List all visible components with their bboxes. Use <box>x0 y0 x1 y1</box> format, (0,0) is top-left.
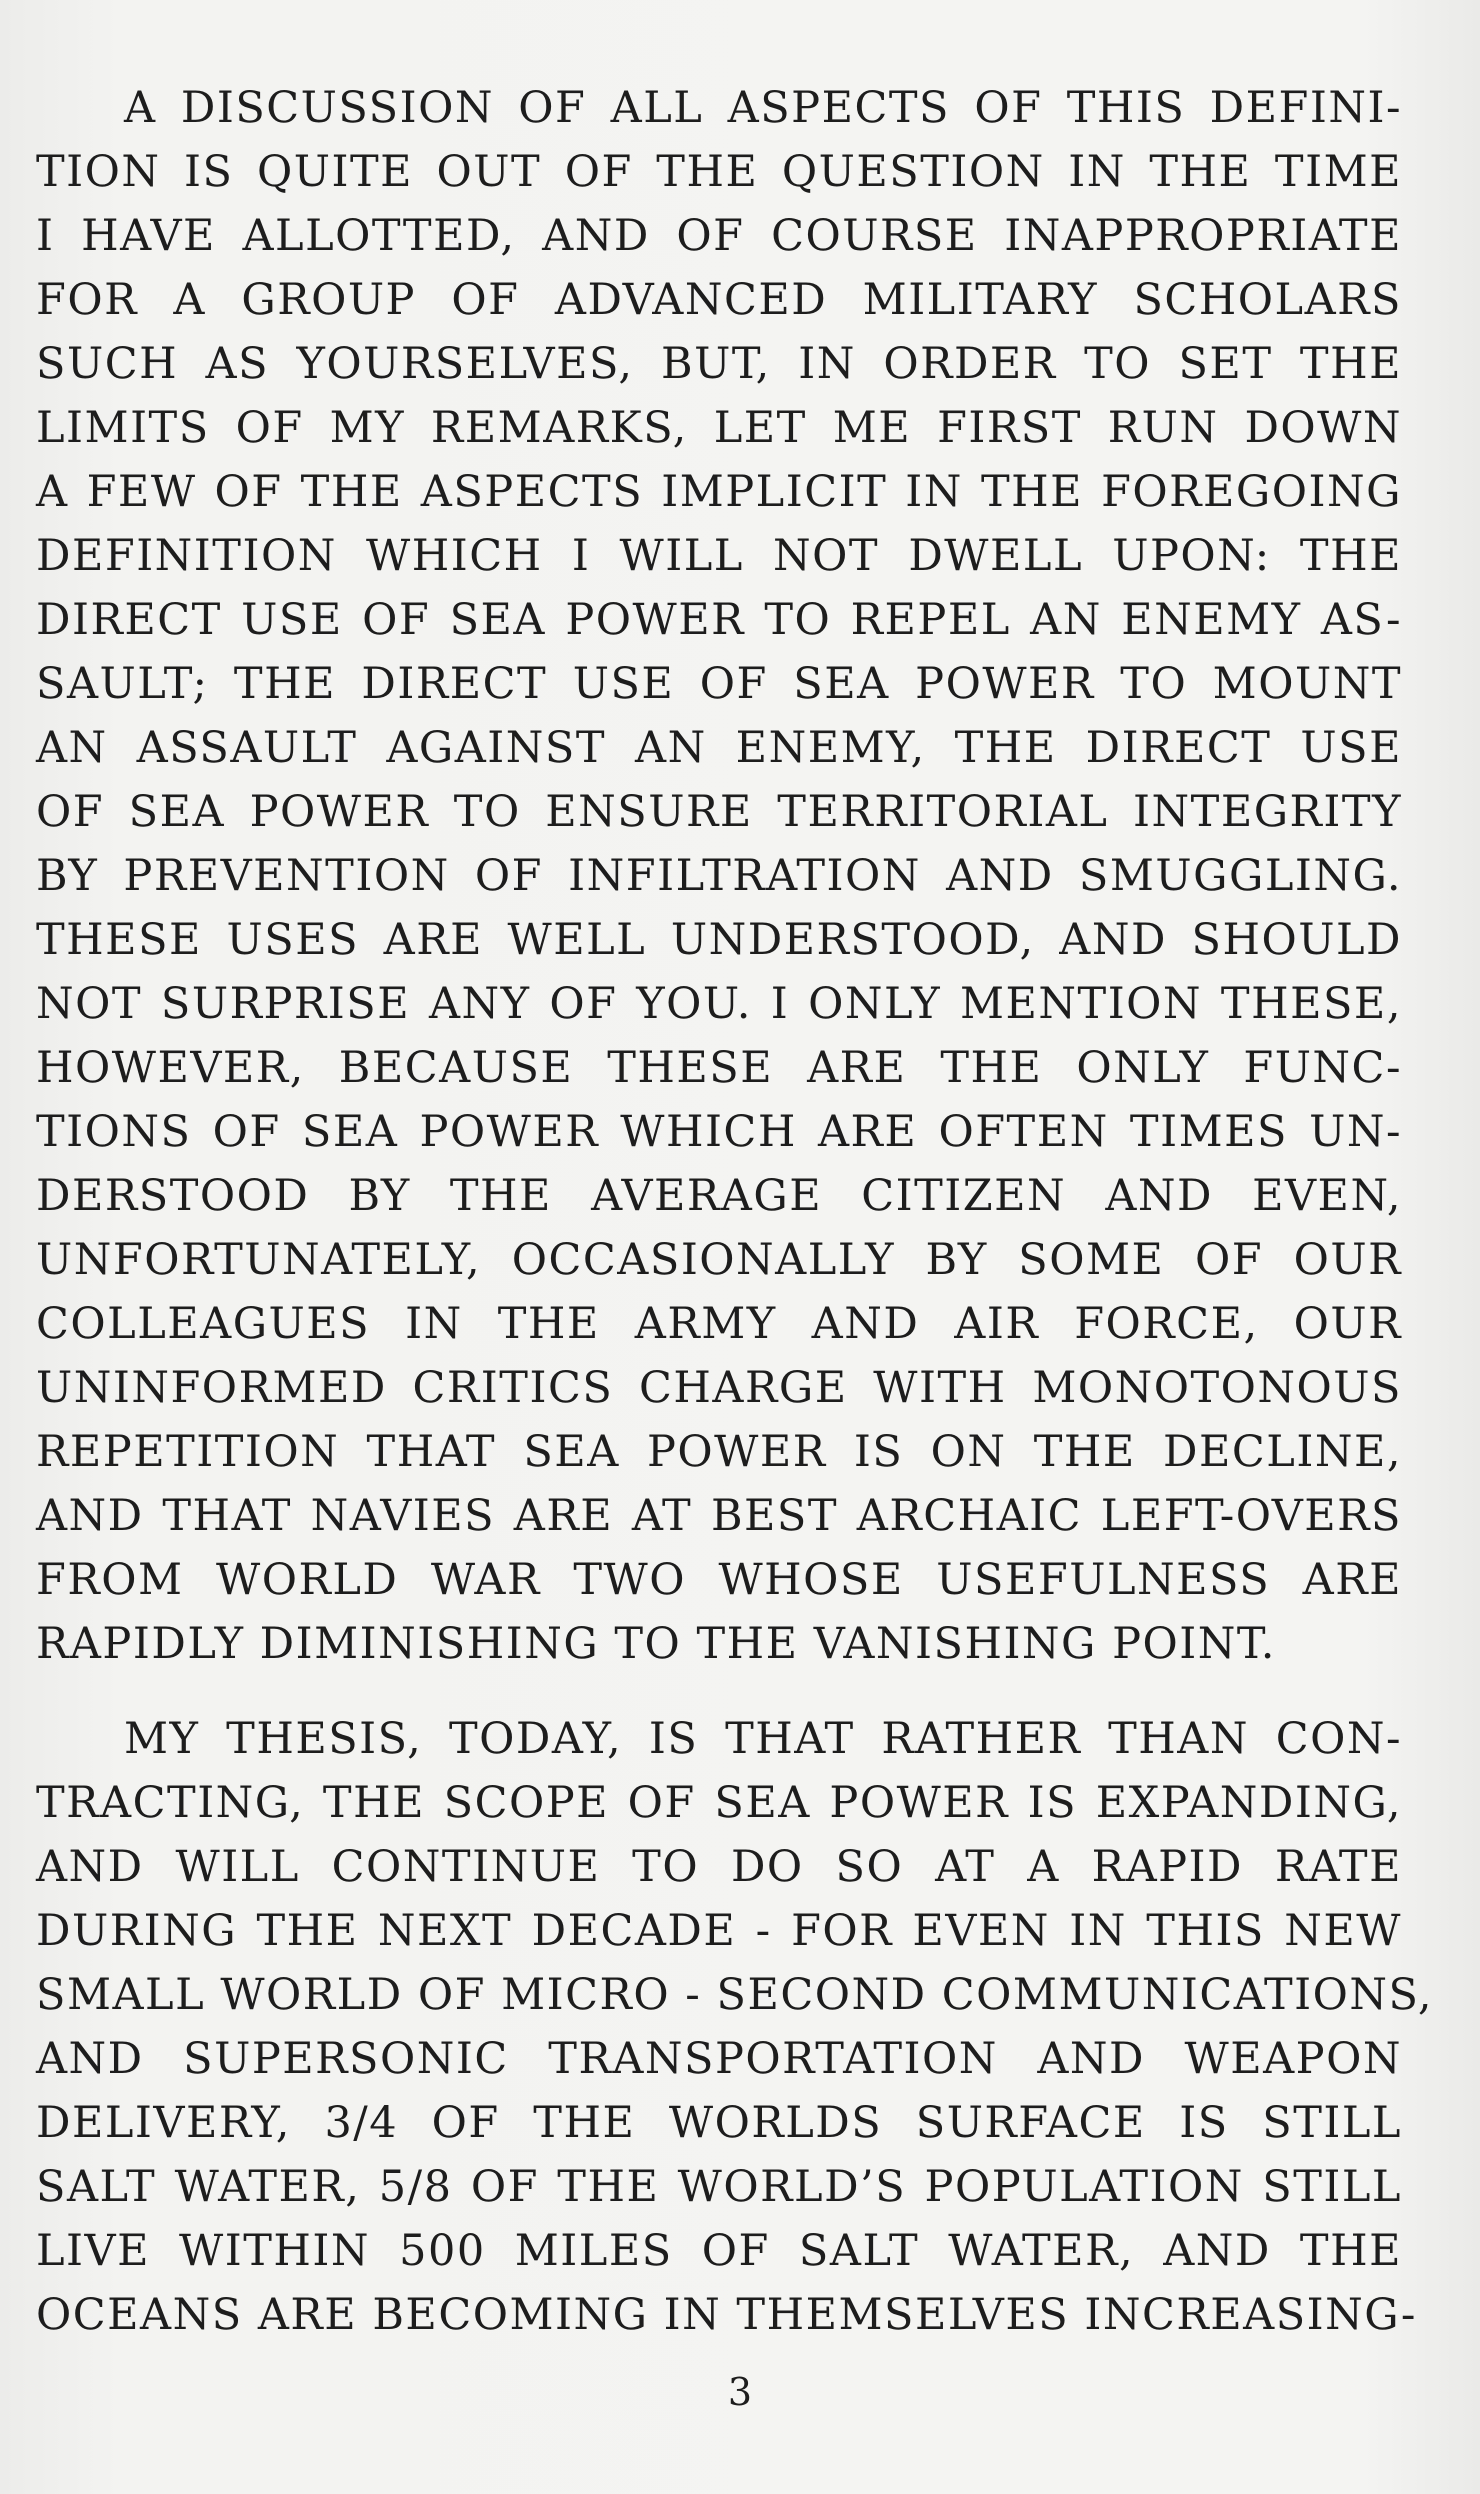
text-line: BY PREVENTION OF INFILTRATION AND SMUGGLING. <box>36 851 1402 901</box>
text-line: AND THAT NAVIES ARE AT BEST ARCHAIC LEFT-OVERS <box>36 1491 1402 1541</box>
text-line: MY THESIS, TODAY, IS THAT RATHER THAN CON- <box>124 1714 1402 1764</box>
text-line: A FEW OF THE ASPECTS IMPLICIT IN THE FOREGOING <box>36 467 1402 517</box>
text-line: AND SUPERSONIC TRANSPORTATION AND WEAPON <box>36 2034 1402 2084</box>
text-line: TRACTING, THE SCOPE OF SEA POWER IS EXPANDING, <box>36 1778 1402 1828</box>
paragraph-1 <box>36 76 1402 1676</box>
text-line: RAPIDLY DIMINISHING TO THE VANISHING POINT. <box>36 1619 1276 1669</box>
text-line: DEFINITION WHICH I WILL NOT DWELL UPON: THE <box>36 531 1402 581</box>
text-line: DURING THE NEXT DECADE - FOR EVEN IN THIS NEW <box>36 1906 1402 1956</box>
text-line: LIVE WITHIN 500 MILES OF SALT WATER, AND THE <box>36 2226 1402 2276</box>
text-line: SUCH AS YOURSELVES, BUT, IN ORDER TO SET THE <box>36 339 1402 389</box>
text-line: AN ASSAULT AGAINST AN ENEMY, THE DIRECT USE <box>36 723 1402 773</box>
text-line: I HAVE ALLOTTED, AND OF COURSE INAPPROPRIATE <box>36 211 1402 261</box>
text-line: FROM WORLD WAR TWO WHOSE USEFULNESS ARE <box>36 1555 1402 1605</box>
text-line: SAULT; THE DIRECT USE OF SEA POWER TO MOUNT <box>36 659 1402 709</box>
text-line: LIMITS OF MY REMARKS, LET ME FIRST RUN DOWN <box>36 403 1402 453</box>
text-line: SALT WATER, 5/8 OF THE WORLD’S POPULATION STILL <box>36 2162 1402 2212</box>
text-line: OF SEA POWER TO ENSURE TERRITORIAL INTEGRITY <box>36 787 1402 837</box>
text-line: SMALL WORLD OF MICRO - SECOND COMMUNICATIONS, <box>36 1970 1434 2020</box>
text-line: COLLEAGUES IN THE ARMY AND AIR FORCE, OUR <box>36 1299 1402 1349</box>
text-line: DIRECT USE OF SEA POWER TO REPEL AN ENEMY AS- <box>36 595 1402 645</box>
text-line: THESE USES ARE WELL UNDERSTOOD, AND SHOULD <box>36 915 1402 965</box>
page-number: 3 <box>727 2370 753 2414</box>
paragraph-2 <box>36 1707 1434 2347</box>
text-line: DERSTOOD BY THE AVERAGE CITIZEN AND EVEN, <box>36 1171 1402 1221</box>
text-line: DELIVERY, 3/4 OF THE WORLDS SURFACE IS STILL <box>36 2098 1402 2148</box>
text-line: A DISCUSSION OF ALL ASPECTS OF THIS DEFINI- <box>124 83 1402 133</box>
text-line: UNINFORMED CRITICS CHARGE WITH MONOTONOUS <box>36 1363 1402 1413</box>
text-line: NOT SURPRISE ANY OF YOU. I ONLY MENTION THESE, <box>36 979 1402 1029</box>
text-line: HOWEVER, BECAUSE THESE ARE THE ONLY FUNC- <box>36 1043 1402 1093</box>
text-line: UNFORTUNATELY, OCCASIONALLY BY SOME OF OUR <box>36 1235 1402 1285</box>
text-line: OCEANS ARE BECOMING IN THEMSELVES INCREASING- <box>36 2290 1417 2340</box>
text-line: TIONS OF SEA POWER WHICH ARE OFTEN TIMES UN- <box>36 1107 1402 1157</box>
text-line: REPETITION THAT SEA POWER IS ON THE DECLINE, <box>36 1427 1402 1477</box>
text-line: TION IS QUITE OUT OF THE QUESTION IN THE TIME <box>36 147 1402 197</box>
text-line: AND WILL CONTINUE TO DO SO AT A RAPID RATE <box>36 1842 1402 1892</box>
text-line: FOR A GROUP OF ADVANCED MILITARY SCHOLARS <box>36 275 1402 325</box>
